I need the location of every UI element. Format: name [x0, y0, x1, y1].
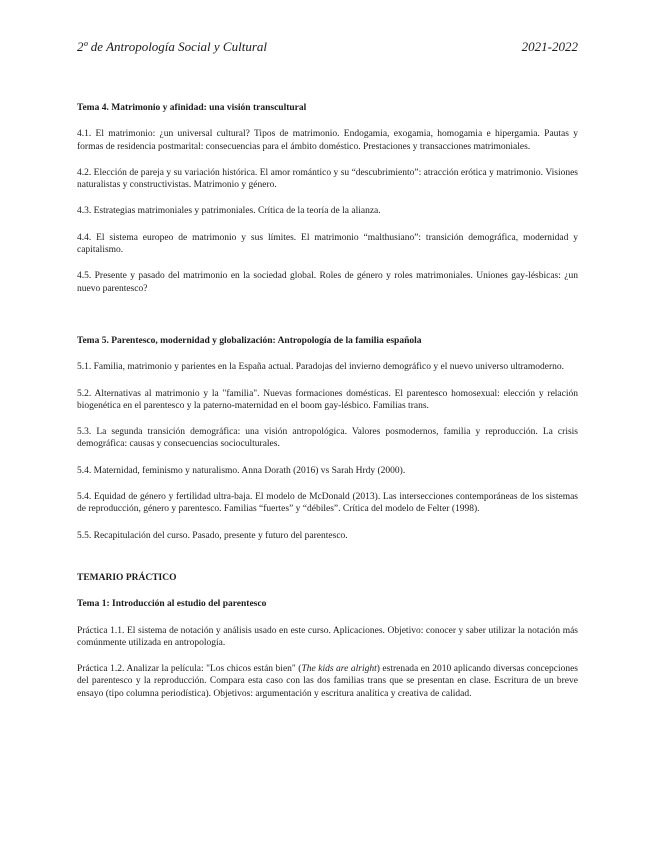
item-5-4a: 5.4. Maternidad, feminismo y naturalismo. Anna Dorath (2016) vs Sarah Hrdy (2000).: [77, 465, 406, 476]
practica-1-2-body: ) estrenada en 2010 aplicando diversas concepciones del parentesco y la reproducción. Compara esta caso con las dos familias trans que se presentan en clase. Escritura de un breve ensayo (tipo columna periodística). Objetivos: argumentación y escritura analítica y creativa de calidad.: [77, 664, 579, 699]
practico-heading: TEMARIO PRÁCTICO: [77, 572, 177, 583]
syllabus-content: [77, 102, 578, 700]
course-title: 2º de Antropología Social y Cultural: [77, 39, 267, 54]
tema4-title: . Matrimonio y afinidad: una visión transcultural: [106, 103, 307, 113]
practica-1-2: [77, 663, 578, 700]
practico-tema1-label: Tema 1: [77, 599, 107, 610]
practica-1-2-intro: Práctica 1.2. Analizar la película: "Los chicos están bien" (: [77, 664, 302, 675]
item-4-4: 4.4. El sistema europeo de matrimonio y sus límites. El matrimonio “malthusiano”: transición demográfica, modernidad y capitalismo.: [77, 232, 578, 256]
item-5-2: 5.2. Alternativas al matrimonio y la "familia". Nuevas formaciones domésticas. El parentesco homosexual: elección y relación biogenética en el parentesco y la paterno-maternidad en el boom gay-lésbico. Familias trans.: [77, 388, 578, 411]
academic-year: 2021-2022: [521, 39, 578, 54]
tema4-heading: [77, 102, 578, 114]
practica-1-1: Práctica 1.1. El sistema de notación y análisis usado en este curso. Aplicaciones. Objetivo: conocer y saber utilizar la notación más comúnmente utilizada en antropología.: [77, 625, 578, 648]
item-4-5: 4.5. Presente y pasado del matrimonio en la sociedad global. Roles de género y roles matrimoniales. Uniones gay-lésbicas: ¿un nuevo parentesco?: [77, 271, 578, 294]
practico-tema1-title: : Introducción al estudio del parentesco: [106, 599, 267, 610]
item-5-5: 5.5. Recapitulación del curso. Pasado, presente y futuro del parentesco.: [77, 530, 348, 541]
practico-tema1-heading: [77, 598, 578, 610]
item-5-3: 5.3. La segunda transición demográfica: una visión antropológica. Valores posmodernos, familia y reproducción. La crisis demográfica: causas y consecuencias socioculturales.: [77, 427, 578, 450]
film-title: The kids are alright: [301, 664, 377, 675]
item-5-1: 5.1. Familia, matrimonio y parientes en la España actual. Paradojas del invierno demográfico y el nuevo universo ultramoderno.: [77, 362, 564, 373]
tema5-title: . Parentesco, modernidad y globalización: Antropología de la familia española: [106, 335, 422, 346]
item-5-4b: 5.4. Equidad de género y fertilidad ultra-baja. El modelo de McDonald (2013). Las intersecciones contemporáneas de los sistemas de reproducción, género y parentesco. Familias “fuertes” y “débiles”. Crítica del modelo de Felter (1998).: [77, 492, 578, 515]
tema5-label: Tema 5: [77, 335, 107, 346]
item-4-2: 4.2. Elección de pareja y su variación histórica. El amor romántico y su “descubrimiento”: atracción erótica y matrimonio. Visiones naturalistas y constructivistas. Matrimonio y género.: [77, 167, 578, 191]
tema5-heading: [77, 335, 578, 347]
item-4-1: 4.1. El matrimonio: ¿un universal cultural? Tipos de matrimonio. Endogamia, exogamia, homogamia e hipergamia. Pautas y formas de residencia postmarital: consecuencias para el ámbito doméstico. Prestaciones y transacciones matrimoniales.: [77, 129, 578, 152]
tema4-label: Tema 4: [77, 103, 107, 113]
item-4-3: 4.3. Estrategias matrimoniales y patrimoniales. Crítica de la teoría de la alianza.: [77, 206, 381, 217]
